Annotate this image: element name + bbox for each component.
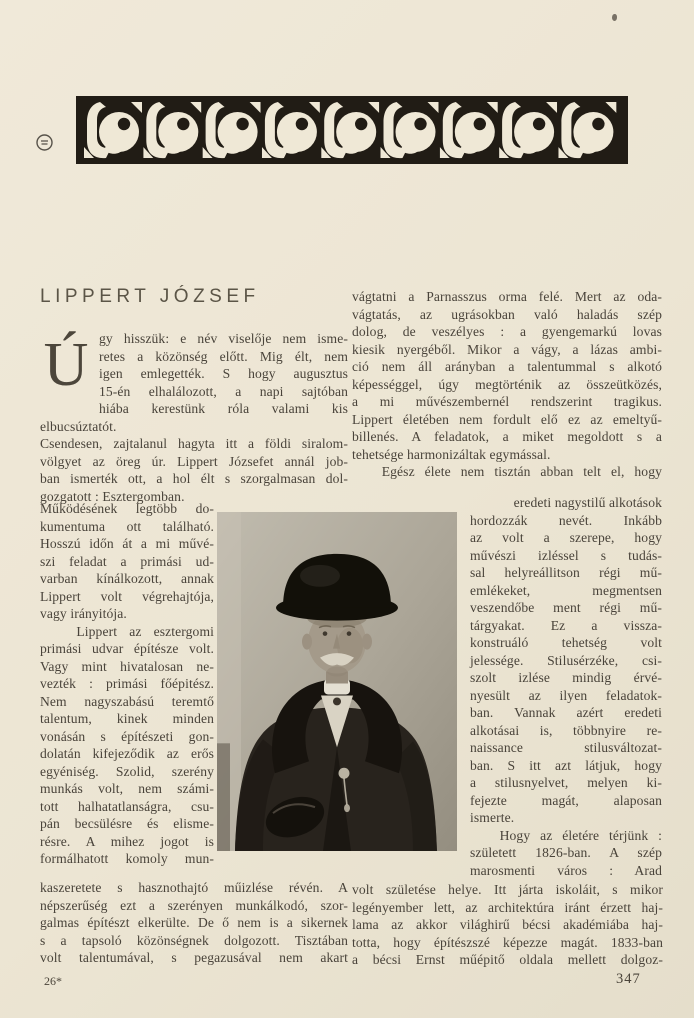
text-line: résre. A mihez jogot is [40, 833, 214, 849]
text-line: tehetsége harmonizáltak egymással. [352, 446, 551, 462]
article-title: LIPPERT JÓZSEF [40, 286, 260, 307]
text-line: szi feladat a primási ud- [40, 553, 214, 569]
text-line: volt talentumával, s pegazusával nem akart [40, 950, 348, 965]
text-line: s a tapsoló közönségnek dolgozott. Tisztában [40, 932, 348, 948]
text-line: fejezte magát, alaposan [470, 792, 662, 808]
text-line: Nem nagyszabású teremtő [40, 693, 214, 709]
text-line: legényember lett, az architektúra iránt érzett haj- [352, 899, 663, 915]
drop-cap: Ú [43, 331, 89, 399]
text-line: vagy irányitója. [40, 606, 127, 621]
text-line: vezték : primási főépitész. [40, 676, 214, 691]
text-line: ban ismerték ott, a hol élt s szorgalmasan dol- [40, 471, 348, 486]
text-line: retes a közönség előtt. Mig élt, nem [99, 348, 348, 364]
text-line: eredeti nagystilű alkotások [513, 495, 662, 510]
text-line: munkás volt, nem számi- [40, 781, 214, 796]
text-line: Hogy az életére térjünk : [470, 827, 662, 843]
text-line: a mi művészembernél rendszerint tragikus. [352, 394, 662, 409]
text-line: Hosszú időn át a mi művé- [40, 536, 214, 551]
text-line: primási udvar építésze volt. [40, 641, 214, 656]
text-line: kaszeretete s hasznothajtó műizlése révén. A [40, 880, 348, 895]
text-line: billenés. A feladatok, a miket megoldott s a [352, 429, 662, 444]
text-line: vágtatni a Parnasszus orma felé. Mert az oda- [352, 289, 662, 304]
text-line: vágtatás, az ugrásokban való haladás szép [352, 306, 662, 322]
text-line: galmas építészt elkerülte. De ő nem is a sikernek [40, 915, 348, 930]
collector-stamp-icon [36, 134, 53, 151]
text-line: egyéniség. Szolid, szerény [40, 763, 214, 779]
ink-speck [612, 14, 617, 21]
text-line: tott halhatatlanságra, csu- [40, 798, 214, 814]
text-line: Vagy mint hivatalosan ne- [40, 658, 214, 674]
text-line: kiesik nyergéből. Mikor a vágy, a lázas ambi- [352, 341, 662, 357]
text-line: ban. S itt azt látjuk, hogy [470, 757, 662, 773]
text-line: völgyet az öreg úr. Lippert Józsefet annál job- [40, 453, 348, 469]
text-line: képességgel, úgy megtörténik az összeütközés, [352, 376, 662, 392]
text-line: dolog, de veszélyes : a gyengemarkú lovas [352, 324, 662, 339]
header-ornament-band [76, 96, 628, 164]
text-line: pán becsülésre és elisme- [40, 816, 214, 831]
text-line: Lippert volt végrehajtója, [40, 588, 214, 604]
text-line: szolt izlése mindig érvé- [470, 670, 662, 685]
text-line: ismerte. [470, 810, 515, 825]
text-line: talentum, kinek minden [40, 711, 214, 726]
text-line: sal helyreállitson régi mű- [470, 565, 662, 580]
text-line: művészi izléssel s tudás- [470, 547, 662, 563]
text-line: 15-én elhalálozott, a napi sajtóban [99, 383, 348, 399]
text-line: totta, hogy építészszé képezze magát. 1833-ban [352, 934, 663, 950]
text-line: Működésének legtöbb do- [40, 501, 214, 516]
ornament-pattern-icon [76, 96, 628, 164]
text-line: jelessége. Stilusérzéke, csi- [470, 652, 662, 668]
text-line: ció nem áll arányban a talentummal s alkotó [352, 359, 662, 374]
text-line: lama az akkor világhirű bécsi akadémiába haj- [352, 917, 663, 932]
text-line: a bécsi Ernst műépitő oldala mellett dolgoz- [352, 952, 663, 967]
portrait-photo [217, 512, 457, 851]
page-signature: 26* [44, 974, 62, 988]
text-line: veszendőbe ment régi mű- [470, 600, 662, 615]
text-line: hiába kerestünk róla valami kis elbucsúztatót. [40, 401, 352, 434]
text-line: született 1826-ban. A szép [470, 845, 662, 860]
text-line: vonásán s építészeti gon- [40, 728, 214, 744]
text-line: igen emlegették. S hogy augusztus [99, 366, 348, 381]
page-number: 347 [616, 971, 641, 987]
text-line: gozgatott : Esztergomban. [40, 488, 185, 504]
text-line: az volt a szerepe, hogy [470, 530, 662, 545]
text-line: Egész élete nem tisztán abban telt el, hogy [352, 464, 662, 479]
text-line: volt születése helye. Itt járta iskoláit, s mikor [352, 882, 663, 897]
text-line: alkotásai is, többnyire re- [470, 722, 662, 738]
text-line: Lippert az esztergomi [40, 623, 214, 639]
text-line: nyesült az ilyen feladatok- [470, 687, 662, 703]
text-line: ban. Vannak azért eredeti [470, 705, 662, 720]
text-line: naissance stilusváltozat- [470, 740, 662, 755]
text-line: dolatán kifejeződik az erős [40, 746, 214, 761]
text-line: a stilusnyelvet, melyen ki- [470, 775, 662, 790]
text-line: konstruáló tehetség volt [470, 635, 662, 650]
text-line: gy hisszük: e név viselője nem isme- [99, 331, 348, 346]
text-line: Csendesen, zajtalanul hagyta itt a földi siralom- [40, 436, 348, 451]
text-line: marosmenti város : Arad [470, 862, 662, 878]
right-column-top [352, 288, 662, 481]
text-line: népszerűség ezt a szerényen munkálkodó, szor- [40, 897, 348, 913]
text-line: formálhatott komoly mun- [40, 851, 214, 866]
text-line: varban kínálkozott, annak [40, 571, 214, 586]
text-line: emlékeket, megmentsen [470, 582, 662, 598]
text-line: hordozzák nevét. Inkább [470, 512, 662, 528]
left-column-beside-photo [40, 500, 214, 868]
right-column-beside-photo [470, 494, 662, 879]
left-column-bottom [40, 879, 348, 967]
left-column-top [40, 330, 352, 505]
right-column-bottom [352, 881, 663, 969]
text-line: tárgyakat. Ez a vissza- [470, 617, 662, 633]
text-line: Lippert életében nem fordult elő ez az emeltyű- [352, 411, 662, 427]
text-line: kumentuma ott található. [40, 518, 214, 534]
